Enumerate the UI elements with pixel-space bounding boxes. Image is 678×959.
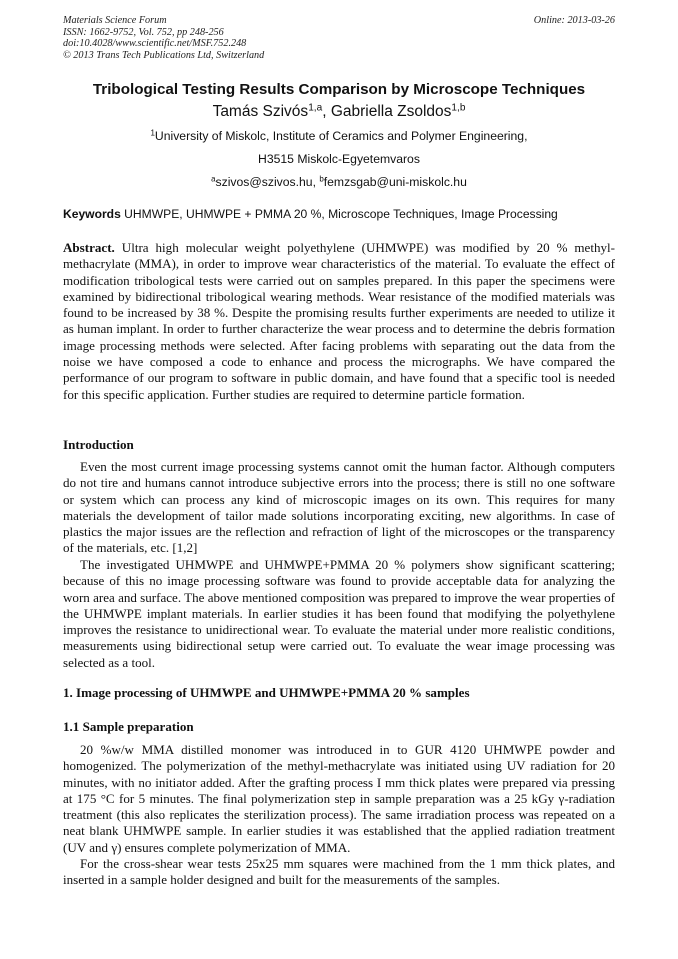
abstract: [63, 240, 615, 403]
section-1-heading: 1. Image processing of UHMWPE and UHMWPE+PMMA 20 % samples: [63, 685, 470, 700]
email-1-sup: a: [211, 174, 216, 184]
author-2: Gabriella Zsoldos: [330, 103, 452, 120]
email-1: szivos@szivos.hu,: [215, 175, 320, 189]
author-2-sup: 1,b: [451, 102, 466, 114]
section-1-1-paragraph-1: 20 %w/w MMA distilled monomer was introduced in to GUR 4120 UHMWPE powder and homogenized. The polymerization of the methyl-methacrylate was initiated using UV radiation for 20 minutes, with no initiator added. After the grafting process I mm thick plates were prepared via pressing at 175 °C for 5 minutes. The final polymerization step in sample preparation was a 25 kGy γ-radiation treatment (this also replicates the sterilization process). The same irradiation process was repeated on a neat blank UHMWPE sample. In earlier studies it was established that the applied radiation treatment (UV and γ) ensures complete polymerization of MMA.: [63, 742, 615, 855]
affiliation-sup: 1: [150, 128, 155, 138]
email-2-sup: b: [319, 174, 324, 184]
author-1: Tamás Szivós: [212, 103, 309, 120]
affiliation-text: University of Miskolc, Institute of Ceramics and Polymer Engineering,: [154, 129, 528, 143]
journal-copyright: © 2013 Trans Tech Publications Ltd, Switzerland: [63, 49, 265, 61]
introduction-paragraph-1: Even the most current image processing systems cannot omit the human factor. Although computers do not tire and humans cannot introduce subjective errors into the process; there is still no one software or system which can process any kind of microscopic images on its own. This requires for many materials the development of tailor made solutions incorporating exciting, new algorithms. In case of plastics the major issues are the reflection and refraction of light of the microscopes or the transparency of the materials, etc. [1,2]: [63, 459, 615, 556]
author-separator: ,: [322, 103, 331, 120]
abstract-label: Abstract.: [63, 240, 115, 255]
email-line: [40, 175, 638, 190]
keywords-label: Keywords: [63, 207, 121, 221]
keywords-text: UHMWPE, UHMWPE + PMMA 20 %, Microscope Techniques, Image Processing: [120, 207, 558, 221]
online-date: Online: 2013-03-26: [533, 15, 615, 26]
paper-title: Tribological Testing Results Comparison by Microscope Techniques: [92, 81, 586, 98]
authors-line: [40, 102, 638, 121]
abstract-text: Ultra high molecular weight polyethylene (UHMWPE) was modified by 20 % methyl-methacrylate (MMA), in order to improve wear characteristics of the material. To evaluate the effect of modification tribological tests were carried out on samples prepared. In this paper the specimens were examined by bidirectional tribological wearing methods. Wear resistance of the modified materials was found to be increased by 38 %. Despite the promising results further experiments are needed to utilize it as human implant. In order to further characterize the wear process and to determine the debris formation image processing methods were selected. After facing problems with separating out the data from the noise we have composed a code to enhance and process the micrographs. We have compared the performance of our program to software in public domain, and have found that a specific tool is needed for this specific application. Further studies are required to determine particle formation.: [63, 240, 615, 402]
journal-header: [63, 15, 264, 61]
journal-issn: ISSN: 1662-9752, Vol. 752, pp 248-256: [63, 26, 224, 38]
keywords: [63, 207, 618, 222]
introduction-heading: Introduction: [63, 437, 134, 452]
journal-doi: doi:10.4028/www.scientific.net/MSF.752.248: [63, 38, 247, 49]
section-1-1-paragraph-2: For the cross-shear wear tests 25x25 mm squares were machined from the 1 mm thick plates, and inserted in a sample holder designed and built for the measurements of the samples.: [63, 856, 615, 888]
author-1-sup: 1,a: [308, 102, 323, 114]
journal-name: Materials Science Forum: [63, 15, 167, 26]
email-2: femzsgab@uni-miskolc.hu: [323, 175, 467, 189]
affiliation-line-2: H3515 Miskolc-Egyetemvaros: [258, 152, 420, 166]
section-1-1-heading: 1.1 Sample preparation: [63, 719, 194, 734]
affiliation-line-1: [40, 129, 638, 144]
introduction-paragraph-2: The investigated UHMWPE and UHMWPE+PMMA 20 % polymers show significant scattering; because of this no image processing software was found to provide acceptable data for analyzing the worn area and surface. The above mentioned composition was prepared to improve the wear properties of the UHMWPE implant materials. In earlier studies it has been found that modifying the polyethylene improves the resistance to unidirectional wear. To evaluate the material under more realistic conditions, measurements using bidirectional setup were carried out. To evaluate the wear image processing was selected as a tool.: [63, 557, 615, 670]
